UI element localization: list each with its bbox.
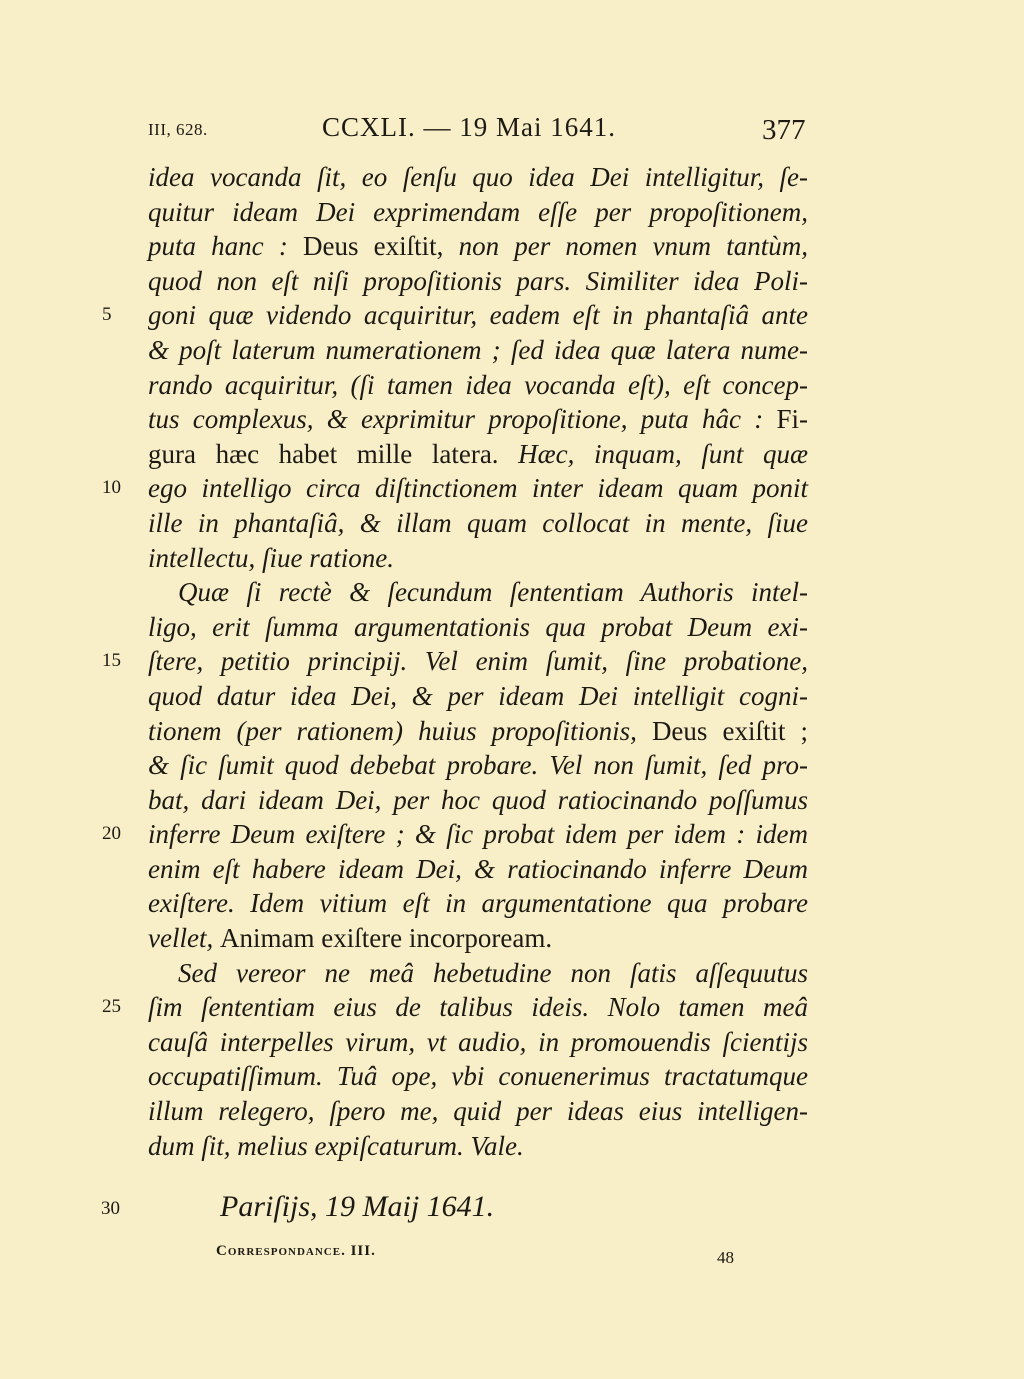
italic-text: quod non eſt niſi propoſitionis pars. Similiter idea Poli- [148,265,808,296]
text-line [148,852,808,887]
text-line [102,644,808,679]
italic-text: dum ſit, melius expiſcaturum. Vale. [148,1130,524,1161]
italic-text: rando acquiritur, (ſi tamen idea vocanda eſt), eſt concep- [148,369,808,400]
volume-reference: III, 628. [148,120,208,139]
text-line [148,160,808,195]
italic-text: inferre Deum exiſtere ; & ſic probat idem per idem : idem [148,819,808,850]
line-number: 20 [102,823,121,845]
text-line [148,679,808,714]
text-line [148,921,808,956]
italic-text: intellectu, ſiue ratione. [148,542,394,573]
italic-text: idea vocanda ſit, eo ſenſu quo idea Dei intelligitur, ſe- [148,162,808,192]
text-line [148,264,808,299]
italic-text: ſtere, petitio principij. Vel enim ſumit, ſine probatione, [148,646,808,677]
text-line [148,368,808,403]
signature-mark: 48 [717,1248,734,1267]
italic-text: goni quæ videndo acquiritur, eadem eſt in phantaſiâ ante [148,300,808,331]
letter-heading: CCXLI. — 19 Mai 1641. [322,112,616,142]
italic-text: occupatiſſimum. Tuâ ope, vbi conuenerimus tractatumque [148,1061,808,1092]
italic-text: quitur ideam Dei exprimendam eſſe per propoſitionem, [148,196,808,227]
italic-text: & poſt laterum numerationem ; ſed idea quæ latera nume- [148,334,808,365]
closing-dateline: Pariſijs, 19 Maij 1641. [220,1190,495,1223]
text-line [148,1059,808,1094]
text-line [148,956,808,991]
italic-text: Sed vereor ne meâ hebetudine non ſatis aſſequutus [178,957,808,988]
italic-text: exiſtere. Idem vitium eſt in argumentatione qua probare [148,888,808,919]
italic-text: ſim ſententiam eius de talibus ideis. Nolo tamen meâ [148,992,808,1023]
roman-text: Animam exiſtere incorpoream. [219,923,553,954]
italic-text: cauſâ interpelles virum, vt audio, in promouendis ſcientijs [148,1026,808,1057]
line-number: 30 [101,1198,120,1219]
page-number: 377 [762,114,806,146]
text-line [148,333,808,368]
italic-text: & ſic ſumit quod debebat probare. Vel non ſumit, ſed pro- [148,750,808,781]
text-line [148,714,808,749]
roman-text: gura hæc habet mille latera. [148,438,499,469]
italic-text: Hæc, inquam, ſunt quæ [498,438,808,469]
text-line [148,229,808,264]
text-line [102,471,808,506]
text-line [148,437,808,472]
italic-text: non per nomen vnum tantùm, [443,231,808,262]
line-number: 25 [102,996,121,1018]
italic-text: tus complexus, & exprimitur propoſitione, puta hâc : [148,404,777,435]
page-header [0,112,1024,152]
italic-text: puta hanc : [148,231,303,262]
text-line [148,783,808,818]
italic-text: Quæ ſi rectè & ſecundum ſententiam Authoris intel- [178,577,808,608]
text-line [148,1094,808,1129]
italic-text: ligo, erit ſumma argumentationis qua probat Deum exi- [148,611,808,642]
text-line [148,748,808,783]
text-line [148,1025,808,1060]
line-number: 5 [102,304,112,326]
text-line [148,402,808,437]
text-line [148,575,808,610]
italic-text: vellet, [148,923,220,954]
italic-text: quod datur idea Dei, & per ideam Dei intelligit cogni- [148,680,808,711]
text-line [148,541,808,576]
text-line [148,886,808,921]
italic-text: tionem (per rationem) huius propoſitionis, [148,715,652,746]
text-line [148,506,808,541]
footer-signature: Correspondance. III. [216,1243,376,1259]
letter-body [102,160,809,1163]
text-line [148,1129,808,1164]
line-number: 15 [102,650,121,672]
roman-text: Deus exiſtit, [303,231,444,262]
italic-text: illum relegero, ſpero me, quid per ideas eius intelligen- [148,1096,808,1127]
roman-text: Fi- [776,404,808,435]
italic-text: enim eſt habere ideam Dei, & ratiocinando inferre Deum [148,853,808,884]
italic-text: ille in phantaſiâ, & illam quam collocat in mente, ſiue [148,507,808,538]
italic-text: bat, dari ideam Dei, per hoc quod ratiocinando poſſumus [148,784,808,815]
text-line [148,195,808,230]
text-line [148,610,808,645]
line-number: 10 [102,477,121,499]
text-line [102,817,808,852]
text-line [102,298,808,333]
italic-text: ego intelligo circa diſtinctionem inter ideam quam ponit [148,473,808,504]
text-line [102,990,808,1025]
roman-text: Deus exiſtit ; [651,715,809,746]
